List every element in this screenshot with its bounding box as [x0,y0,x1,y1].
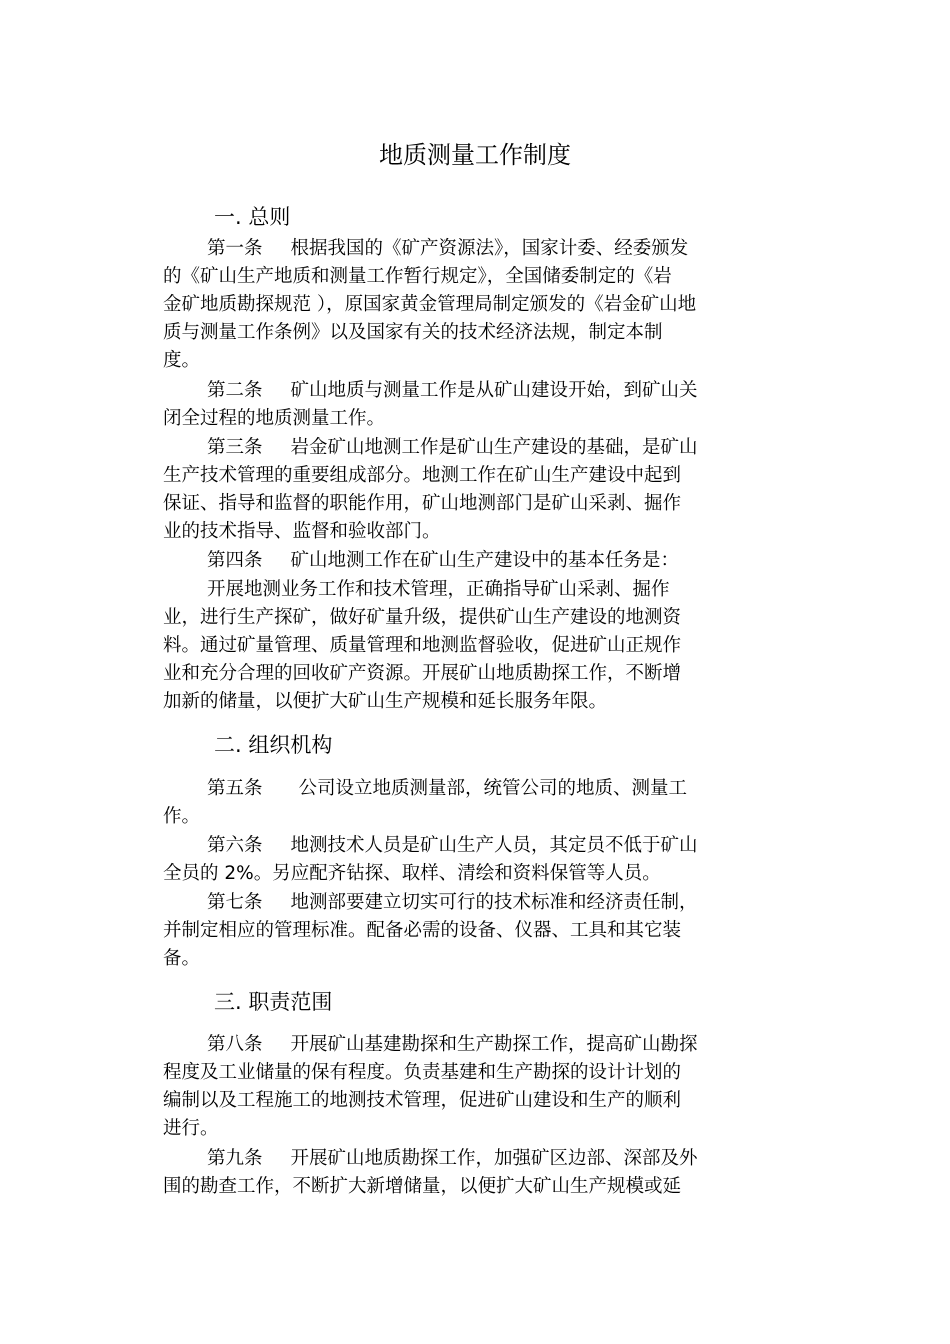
article-8-line-1: 第八条 开展矿山基建勘探和生产勘探工作，提高矿山勘探 [207,1034,698,1055]
article-3-line-3: 保证、指导和监督的职能作用，矿山地测部门是矿山采剥、掘作 [163,493,682,514]
article-5-line-1: 第五条 公司设立地质测量部，统管公司的地质、测量工 [207,778,688,799]
article-4-para-line-4: 业和充分合理的回收矿产资源。开展矿山地质勘探工作，不断增 [163,663,682,684]
article-8-line-3: 编制以及工程施工的地测技术管理，促进矿山建设和生产的顺利 [163,1090,682,1111]
article-8-line-2: 程度及工业储量的保有程度。负责基建和生产勘探的设计计划的 [163,1062,682,1083]
article-3-line-2: 生产技术管理的重要组成部分。地测工作在矿山生产建设中起到 [163,465,682,486]
article-1-line-2: 的《矿山生产地质和测量工作暂行规定》，全国储委制定的《岩 [163,266,672,287]
article-4-para-line-5: 加新的储量，以便扩大矿山生产规模和延长服务年限。 [163,691,608,712]
article-7-line-2: 并制定相应的管理标准。配备必需的设备、仪器、工具和其它装 [163,920,682,941]
article-5-line-2: 作。 [163,806,201,827]
article-4-line-1: 第四条 矿山地测工作在矿山生产建设中的基本任务是： [207,550,680,571]
article-2-line-1: 第二条 矿山地质与测量工作是从矿山建设开始，到矿山关 [207,380,698,401]
article-9-line-1: 第九条 开展矿山地质勘探工作，加强矿区边部、深部及外 [207,1148,698,1169]
article-1-line-4: 质与测量工作条例》以及国家有关的技术经济法规，制定本制 [163,322,663,343]
article-6-line-2: 全员的 2%。另应配齐钻探、取样、清绘和资料保管等人员。 [163,863,661,884]
article-8-line-4: 进行。 [163,1118,219,1139]
article-3-line-1: 第三条 岩金矿山地测工作是矿山生产建设的基础，是矿山 [207,437,698,458]
article-7-line-1: 第七条 地测部要建立切实可行的技术标准和经济责任制， [207,892,698,913]
article-3-line-4: 业的技术指导、监督和验收部门。 [163,521,441,542]
section-heading-responsibilities: 三. 职责范围 [214,990,333,1014]
article-2-line-2: 闭全过程的地质测量工作。 [163,408,386,429]
article-1-line-3: 金矿地质勘探规范 ），原国家黄金管理局制定颁发的《岩金矿山地 [163,294,697,315]
article-4-para-line-2: 业，进行生产探矿，做好矿量升级，提供矿山生产建设的地测资 [163,607,682,628]
article-4-para-line-3: 料。通过矿量管理、质量管理和地测监督验收，促进矿山正规作 [163,635,682,656]
article-4-para-line-1: 开展地测业务工作和技术管理，正确指导矿山采剥、掘作 [207,579,670,600]
article-1-line-1: 第一条 根据我国的《矿产资源法》，国家计委、经委颁发 [207,238,689,259]
article-6-line-1: 第六条 地测技术人员是矿山生产人员，其定员不低于矿山 [207,835,698,856]
section-heading-general: 一. 总则 [214,205,291,229]
section-heading-organization: 二. 组织机构 [214,733,333,757]
article-1-line-5: 度。 [163,350,201,371]
article-7-line-3: 备。 [163,948,201,969]
page-title: 地质测量工作制度 [379,141,571,169]
article-9-line-2: 围的勘查工作，不断扩大新增储量，以便扩大矿山生产规模或延 [163,1176,682,1197]
